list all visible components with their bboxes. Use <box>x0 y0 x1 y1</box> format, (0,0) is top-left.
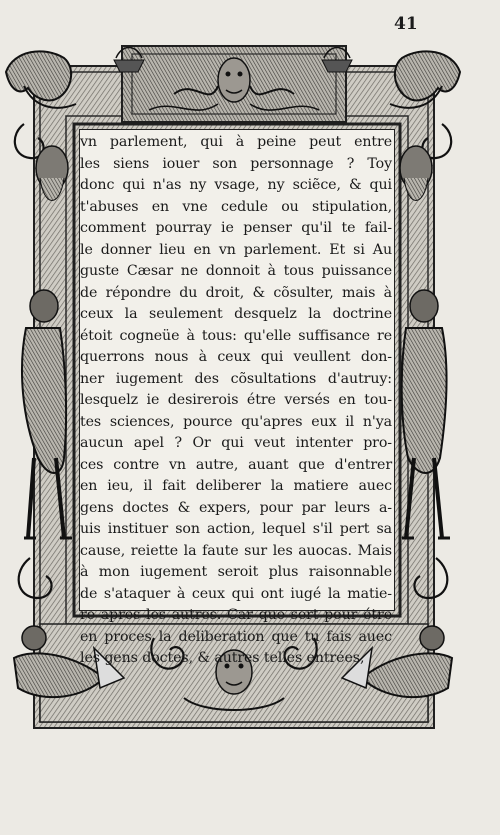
text-line: cause, reiette la faute sur les auocas. Mais <box>80 542 392 559</box>
text-line: re apres les autres. Car que sert pour étre <box>80 607 392 623</box>
text-line: tes sciences, pource qu'apres eux il n'ya <box>80 413 392 430</box>
text-line: à mon iugement seroit plus raisonnable <box>80 564 392 580</box>
text-line: aucun apel ? Or qui veut intenter pro- <box>80 435 392 451</box>
page-body-text <box>80 132 392 670</box>
text-line: les gens doctes, & autres telles entrées, <box>80 650 365 666</box>
text-line: uis instituer son action, lequel s'il pert sa <box>80 521 392 537</box>
text-line: les siens iouer son personnage ? Toy <box>80 155 392 172</box>
text-line: le donner lieu en vn parlement. Et si Au <box>80 241 392 258</box>
text-line: gens doctes & expers, pour par leurs a- <box>80 499 392 516</box>
text-line: étoit cogneüe à tous: qu'elle suffisance re <box>80 327 392 344</box>
text-line: querrons nous à ceux qui veullent don- <box>80 349 392 365</box>
page-number: 41 <box>394 14 418 34</box>
text-line: donc qui n'as ny vsage, ny sciẽce, & qui <box>80 177 392 193</box>
text-line: de s'ataquer à ceux qui ont iugé la matie- <box>80 585 392 602</box>
text-line: ceux la seulement desquelz la doctrine <box>80 306 392 322</box>
text-line: guste Cæsar ne donnoit à tous puissance <box>80 263 392 279</box>
text-line: vn parlement, qui à peine peut entre <box>80 134 392 150</box>
text-line: en proces la deliberation que tu fais auec <box>80 628 392 645</box>
text-line: en ieu, il fait deliberer la matiere auec <box>80 478 392 494</box>
text-line: lesquelz ie desirerois étre versés en tou- <box>80 392 392 408</box>
text-line: de répondre du droit, & cõsulter, mais à <box>80 284 392 301</box>
text-line: comment pourray ie penser qu'il te fail- <box>80 220 392 236</box>
text-line: ner iugement des cõsultations d'autruy: <box>80 370 392 387</box>
text-line: ces contre vn autre, auant que d'entrer <box>80 456 392 473</box>
text-line: t'abuses en vne cedule ou stipulation, <box>80 198 392 215</box>
